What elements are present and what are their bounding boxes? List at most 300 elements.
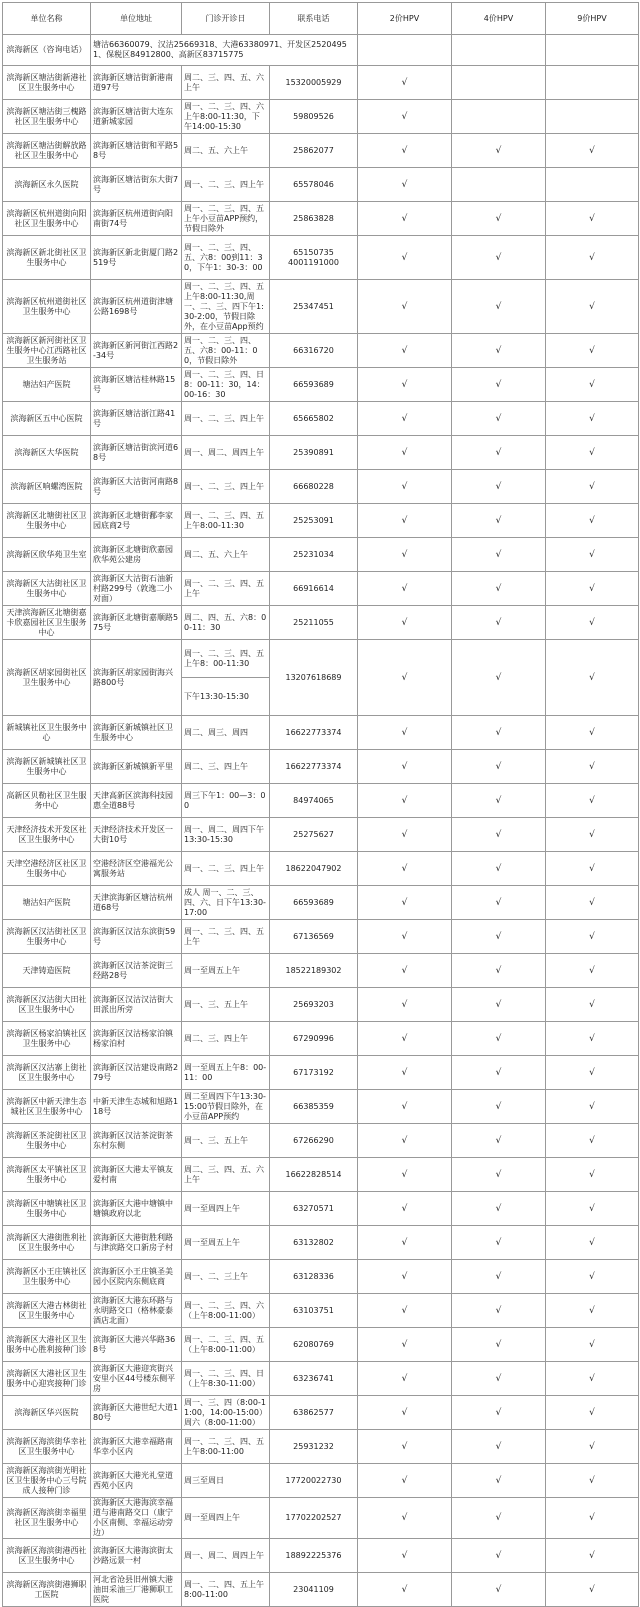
cell-v4-check: √ [452, 504, 546, 538]
cell-v2-check: √ [358, 716, 452, 750]
cell-v4-check: √ [452, 1158, 546, 1192]
cell-name: 滨海新区大港社区卫生服务中心胜利接种门诊 [3, 1328, 91, 1362]
cell-phone: 66680228 [270, 470, 358, 504]
cell-phone: 66316720 [270, 334, 358, 368]
cell-v2-check: √ [358, 1396, 452, 1430]
cell-v9-check: √ [546, 368, 639, 402]
cell-v4-check: √ [452, 334, 546, 368]
cell-v2-check: √ [358, 988, 452, 1022]
cell-v4-check: √ [452, 784, 546, 818]
cell-phone: 16622773374 [270, 716, 358, 750]
header-hpv4: 4价HPV [452, 3, 546, 35]
cell-address: 滨海新区新城镇社区卫生服务中心 [91, 716, 182, 750]
header-hpv2: 2价HPV [358, 3, 452, 35]
cell-v9-check: √ [546, 1573, 639, 1607]
cell-v4-check: √ [452, 1430, 546, 1464]
cell-v9-check: √ [546, 572, 639, 606]
table-row [3, 1022, 639, 1056]
table-row [3, 1464, 639, 1498]
cell-name: 滨海新区大港古林街社区卫生服务中心 [3, 1294, 91, 1328]
cell-name: 滨海新区茶淀街社区卫生服务中心 [3, 1124, 91, 1158]
cell-name: 天津经济技术开发区社区卫生服务中心 [3, 818, 91, 852]
cell-phone: 65578046 [270, 168, 358, 202]
cell-address: 滨海新区大港海滨幸福道与港南路交口（康宁小区南侧、幸福运动旁边） [91, 1498, 182, 1539]
cell-v4-check: √ [452, 606, 546, 640]
cell-v2-check: √ [358, 1192, 452, 1226]
cell-name: 滨海新区杨家泊镇社区卫生服务中心 [3, 1022, 91, 1056]
cell-address: 滨海新区大港兴华路368号 [91, 1328, 182, 1362]
cell-days: 周一、周二、周四上午 [182, 1539, 270, 1573]
cell-v9-check: √ [546, 1158, 639, 1192]
cell-v2-check: √ [358, 168, 452, 202]
cell-days: 周一、二、三、四上午 [182, 168, 270, 202]
cell-v4-check: √ [452, 368, 546, 402]
cell-v2-check: √ [358, 100, 452, 134]
cell-name: 新城镇社区卫生服务中心 [3, 716, 91, 750]
cell-address: 滨海新区塘沽街新港南道97号 [91, 66, 182, 100]
cell-v4-check: √ [452, 1573, 546, 1607]
cell-name: 滨海新区海滨街光明社区卫生服务中心三号院成人接种门诊 [3, 1464, 91, 1498]
cell-address: 滨海新区汉沽建设南路279号 [91, 1056, 182, 1090]
cell-name: 滨海新区北塘街社区卫生服务中心 [3, 504, 91, 538]
cell-phone: 25863828 [270, 202, 358, 236]
table-row [3, 640, 639, 678]
cell-days: 周一、二、三、四、五、六8：00到11：30，下午1：30-3：00 [182, 236, 270, 280]
cell-v2-check: √ [358, 1022, 452, 1056]
cell-v9-check: √ [546, 1260, 639, 1294]
cell-v9-check: √ [546, 1090, 639, 1124]
cell-v2-check: √ [358, 818, 452, 852]
cell-phone: 16622828514 [270, 1158, 358, 1192]
cell-name: 滨海新区（咨询电话） [3, 35, 91, 66]
cell-name: 高新区贝勒社区卫生服务中心 [3, 784, 91, 818]
cell-address: 滨海新区北塘街嘉顺路575号 [91, 606, 182, 640]
table-row [3, 1328, 639, 1362]
cell-address: 滨海新区大港海滨街太沙路远景一村 [91, 1539, 182, 1573]
table-row [3, 1294, 639, 1328]
table-row [3, 1539, 639, 1573]
cell-days: 周一、周二、周四上午 [182, 436, 270, 470]
cell-v9-check: √ [546, 886, 639, 920]
cell-days: 周一、二、三、四、六上午8:00-11:30，下午14:00-15:30 [182, 100, 270, 134]
cell-phone: 66593689 [270, 368, 358, 402]
cell-v9-check: √ [546, 954, 639, 988]
cell-v2-check: √ [358, 236, 452, 280]
cell-address: 滨海新区大沽街石油新村路299号（敦逸二小对面） [91, 572, 182, 606]
cell-v2-check: √ [358, 1328, 452, 1362]
cell-phone: 65665802 [270, 402, 358, 436]
cell-phone: 63862577 [270, 1396, 358, 1430]
cell-name: 滨海新区海滨街港狮职工医院 [3, 1573, 91, 1607]
cell-days: 周二、三、四、五、六上午 [182, 66, 270, 100]
cell-address: 滨海新区大港光礼堂道西苑小区内 [91, 1464, 182, 1498]
cell-days: 周一、三、五上午 [182, 988, 270, 1022]
cell-name: 塘沽妇产医院 [3, 886, 91, 920]
cell-days: 周一至周五上午 [182, 954, 270, 988]
cell-phone: 67266290 [270, 1124, 358, 1158]
cell-days: 周二至周四下午13:30-15:00节假日除外，在小豆苗APP预约 [182, 1090, 270, 1124]
cell-v2-check: √ [358, 66, 452, 100]
cell-phone: 17720022730 [270, 1464, 358, 1498]
cell-days: 周一、三、四（8:00-11:00，14:00-15:00）周六（8:00-11:00） [182, 1396, 270, 1430]
cell-v4-check: √ [452, 1226, 546, 1260]
cell-phone: 23041109 [270, 1573, 358, 1607]
cell-name: 滨海新区海滨街幸福里社区卫生服务中心 [3, 1498, 91, 1539]
cell-phone: 18522189302 [270, 954, 358, 988]
cell-v2-check: √ [358, 280, 452, 334]
cell-v2-check: √ [358, 1124, 452, 1158]
cell-name: 滨海新区塘沽街解放路社区卫生服务中心 [3, 134, 91, 168]
cell-v2-check: √ [358, 1430, 452, 1464]
cell-phone: 25347451 [270, 280, 358, 334]
cell-v2-check: √ [358, 920, 452, 954]
cell-address: 滨海新区大港中塘镇中塘镇政府以北 [91, 1192, 182, 1226]
table-row [3, 1573, 639, 1607]
cell-days: 周一、三、五上午 [182, 1124, 270, 1158]
cell-days: 周一、二、三、四、五上午8:00-11:00 [182, 1430, 270, 1464]
cell-v2-check: √ [358, 640, 452, 716]
table-row [3, 1226, 639, 1260]
cell-phone: 67173192 [270, 1056, 358, 1090]
table-row [3, 1124, 639, 1158]
cell-v2-check: √ [358, 1294, 452, 1328]
header-hpv9: 9价HPV [546, 3, 639, 35]
cell-name: 天津滨海新区北塘街嘉卡欣嘉园社区卫生服务中心 [3, 606, 91, 640]
cell-address: 天津高新区滨海科技园惠全道88号 [91, 784, 182, 818]
cell-address: 天津经济技术开发区一大街10号 [91, 818, 182, 852]
cell-v4-check [452, 100, 546, 134]
table-row [3, 66, 639, 100]
cell-days: 周一、二、三、四、五（上午8:00-11:00） [182, 1328, 270, 1362]
cell-days: 周一、二、四、五上午8:00-11:00 [182, 1573, 270, 1607]
cell-days: 周二、四、五、六8：00-11：30 [182, 606, 270, 640]
table-row [3, 716, 639, 750]
table-row [3, 538, 639, 572]
cell-address: 滨海新区大沽街河南路8号 [91, 470, 182, 504]
cell-v2-check: √ [358, 1260, 452, 1294]
cell-v9-check: √ [546, 818, 639, 852]
cell-days: 周一、二、三、四上午 [182, 402, 270, 436]
table-row [3, 818, 639, 852]
cell-name: 滨海新区华兴医院 [3, 1396, 91, 1430]
cell-days: 周一、二、三、四、五上午小豆苗APP预约，节假日除外 [182, 202, 270, 236]
cell-days: 周一、二、三、四上午 [182, 470, 270, 504]
cell-address: 滨海新区塘沽浙江路41号 [91, 402, 182, 436]
cell-phone: 25275627 [270, 818, 358, 852]
cell-address: 滨海新区塘沽街大连东道新城家园 [91, 100, 182, 134]
cell-phone: 66593689 [270, 886, 358, 920]
cell-v4-check: √ [452, 640, 546, 716]
cell-days: 周一、周二、周四下午13:30-15:30 [182, 818, 270, 852]
cell-name: 塘沽妇产医院 [3, 368, 91, 402]
cell-days: 周一、二、三、四、五上午 [182, 572, 270, 606]
cell-v2-check: √ [358, 784, 452, 818]
cell-v9-check [546, 100, 639, 134]
cell-v2-check: √ [358, 852, 452, 886]
cell-days: 周二、三、四、五、六上午 [182, 1158, 270, 1192]
table-row [3, 1056, 639, 1090]
cell-address: 滨海新区大港幸福路南华幸小区内 [91, 1430, 182, 1464]
cell-phone: 67136569 [270, 920, 358, 954]
cell-v2-check: √ [358, 202, 452, 236]
cell-phone: 18622047902 [270, 852, 358, 886]
table-row [3, 504, 639, 538]
table-row [3, 470, 639, 504]
cell-v9-check: √ [546, 1362, 639, 1396]
cell-phone: 63132802 [270, 1226, 358, 1260]
cell-v4-check: √ [452, 920, 546, 954]
table-row [3, 886, 639, 920]
cell-phone: 62080769 [270, 1328, 358, 1362]
cell-v9-check [546, 66, 639, 100]
cell-v4-check: √ [452, 1090, 546, 1124]
cell-name: 滨海新区大华医院 [3, 436, 91, 470]
table-row [3, 402, 639, 436]
table-body [3, 35, 639, 1607]
cell-name: 滨海新区大港社区卫生服务中心迎宾接种门诊 [3, 1362, 91, 1396]
cell-v2-check: √ [358, 368, 452, 402]
cell-v9-check: √ [546, 436, 639, 470]
cell-v4-check: √ [452, 202, 546, 236]
cell-v2-check: √ [358, 470, 452, 504]
table-row [3, 606, 639, 640]
cell-v4-check: √ [452, 988, 546, 1022]
header-days: 门诊开诊日 [182, 3, 270, 35]
cell-address: 河北省沧县旧州镇大港油田采油三厂港狮职工医院 [91, 1573, 182, 1607]
table-row [3, 280, 639, 334]
cell-name: 滨海新区汉沽寨上街社区卫生服务中心 [3, 1056, 91, 1090]
hpv-clinic-table-sheet [2, 2, 638, 1607]
cell-v9-check: √ [546, 640, 639, 716]
cell-name: 滨海新区响螺湾医院 [3, 470, 91, 504]
header-name: 单位名称 [3, 3, 91, 35]
table-row [3, 1260, 639, 1294]
cell-name: 滨海新区杭州道街社区卫生服务中心 [3, 280, 91, 334]
cell-phone: 25211055 [270, 606, 358, 640]
cell-v9-check: √ [546, 334, 639, 368]
cell-days: 周三至周日 [182, 1464, 270, 1498]
cell-address: 滨海新区北塘街欣嘉园欣华苑公建房 [91, 538, 182, 572]
cell-address: 中新天津生态城和旭路118号 [91, 1090, 182, 1124]
cell-days: 周一、二、三、四、五上午8:00-11:30 [182, 504, 270, 538]
cell-v2-check: √ [358, 750, 452, 784]
cell-days: 周二、五、六上午 [182, 538, 270, 572]
cell-name: 滨海新区新城镇社区卫生服务中心 [3, 750, 91, 784]
cell-v4-check: √ [452, 1539, 546, 1573]
cell-name: 滨海新区新北街社区卫生服务中心 [3, 236, 91, 280]
cell-phone: 25693203 [270, 988, 358, 1022]
cell-v4-check: √ [452, 1464, 546, 1498]
cell-v4-check: √ [452, 436, 546, 470]
cell-name: 天津空港经济区社区卫生服务中心 [3, 852, 91, 886]
cell-v9-check: √ [546, 1396, 639, 1430]
cell-phone: 15320005929 [270, 66, 358, 100]
cell-v4-check: √ [452, 572, 546, 606]
cell-v9-check: √ [546, 1430, 639, 1464]
cell-v2-check: √ [358, 886, 452, 920]
table-row [3, 1430, 639, 1464]
cell-days: 周一、二、三、四、五上午8：00-11:30 [182, 640, 270, 678]
cell-v9-check: √ [546, 1498, 639, 1539]
cell-v2-check: √ [358, 1056, 452, 1090]
cell-v9-check: √ [546, 606, 639, 640]
cell-v2-check: √ [358, 1362, 452, 1396]
cell-address: 空港经济区空港福光公寓服务站 [91, 852, 182, 886]
table-row-consult [3, 35, 639, 66]
cell-phone: 67290996 [270, 1022, 358, 1056]
cell-address: 滨海新区汉沽茶淀街三经路28号 [91, 954, 182, 988]
cell-v2-check: √ [358, 1158, 452, 1192]
hpv-clinic-table [2, 2, 639, 1607]
cell-v4-check: √ [452, 886, 546, 920]
cell-v9-check: √ [546, 1328, 639, 1362]
cell-consult-phones: 塘沽66360079、汉沽25669318、大港63380971、开发区25204951、保税区84912800、高新区83715775 [91, 35, 358, 66]
cell-v4-check [452, 168, 546, 202]
cell-phone: 63103751 [270, 1294, 358, 1328]
cell-name: 滨海新区杭州道街向阳社区卫生服务中心 [3, 202, 91, 236]
cell-v4-check: √ [452, 750, 546, 784]
cell-address: 滨海新区塘沽街东大街7号 [91, 168, 182, 202]
cell-v4-check: √ [452, 134, 546, 168]
cell-v2-check: √ [358, 606, 452, 640]
table-row [3, 368, 639, 402]
cell-days: 成人 周一、二、三、四、六、日下午13:30-17:00 [182, 886, 270, 920]
cell-v9-check: √ [546, 852, 639, 886]
table-row [3, 784, 639, 818]
cell-v9-check: √ [546, 470, 639, 504]
cell-v4-check: √ [452, 954, 546, 988]
cell-name: 滨海新区大沽街社区卫生服务中心 [3, 572, 91, 606]
cell-v9-check: √ [546, 1022, 639, 1056]
cell-address: 滨海新区塘沽街滨河道68号 [91, 436, 182, 470]
table-row [3, 954, 639, 988]
cell-empty [546, 35, 639, 66]
cell-phone: 25390891 [270, 436, 358, 470]
cell-v2-check: √ [358, 572, 452, 606]
cell-v4-check: √ [452, 470, 546, 504]
cell-v9-check: √ [546, 1539, 639, 1573]
cell-v4-check [452, 66, 546, 100]
cell-address: 滨海新区新北街厦门路2519号 [91, 236, 182, 280]
cell-name: 滨海新区新河街社区卫生服务中心江西路社区卫生服务站 [3, 334, 91, 368]
cell-v2-check: √ [358, 1090, 452, 1124]
cell-days: 周二、三、四上午 [182, 1022, 270, 1056]
cell-empty [358, 35, 452, 66]
cell-v9-check: √ [546, 1294, 639, 1328]
cell-address: 滨海新区北塘街鄱李家园底商2号 [91, 504, 182, 538]
cell-v4-check: √ [452, 1022, 546, 1056]
table-row [3, 1158, 639, 1192]
cell-v9-check [546, 168, 639, 202]
cell-v2-check: √ [358, 134, 452, 168]
cell-v9-check: √ [546, 280, 639, 334]
cell-address: 滨海新区大港世纪大道180号 [91, 1396, 182, 1430]
cell-days: 周一至周四上午 [182, 1498, 270, 1539]
table-row [3, 1192, 639, 1226]
cell-phone: 84974065 [270, 784, 358, 818]
cell-v4-check: √ [452, 1260, 546, 1294]
cell-days: 周一、二、三、四、五上午8:00-11:30,周一、二、三、四下午1:30-2:00，节假日除外，在小豆苗App预约 [182, 280, 270, 334]
cell-v4-check: √ [452, 236, 546, 280]
cell-name: 滨海新区海滨街华幸社区卫生服务中心 [3, 1430, 91, 1464]
cell-v2-check: √ [358, 1498, 452, 1539]
cell-address: 滨海新区汉沽东滨街59号 [91, 920, 182, 954]
cell-v4-check: √ [452, 1328, 546, 1362]
cell-days: 周一至周五上午8：00-11：00 [182, 1056, 270, 1090]
cell-address: 滨海新区大港太平镇友爱村南 [91, 1158, 182, 1192]
cell-days: 周一、二、三、四、五上午 [182, 920, 270, 954]
cell-v4-check: √ [452, 1362, 546, 1396]
cell-v4-check: √ [452, 1294, 546, 1328]
cell-v4-check: √ [452, 1124, 546, 1158]
cell-name: 滨海新区汉沽街社区卫生服务中心 [3, 920, 91, 954]
table-row [3, 436, 639, 470]
cell-v4-check: √ [452, 402, 546, 436]
table-row [3, 202, 639, 236]
cell-address: 滨海新区小王庄镇圣美园小区院内东侧底商 [91, 1260, 182, 1294]
cell-phone: 25253091 [270, 504, 358, 538]
table-row [3, 168, 639, 202]
cell-name: 滨海新区塘沽街新港社区卫生服务中心 [3, 66, 91, 100]
cell-name: 滨海新区中新天津生态城社区卫生服务中心 [3, 1090, 91, 1124]
cell-days: 周一至周四上午 [182, 1192, 270, 1226]
cell-phone: 66385359 [270, 1090, 358, 1124]
cell-v2-check: √ [358, 1226, 452, 1260]
cell-v4-check: √ [452, 716, 546, 750]
cell-v9-check: √ [546, 1464, 639, 1498]
header-row [3, 3, 639, 35]
cell-address: 天津滨海新区塘沽杭州道68号 [91, 886, 182, 920]
cell-address: 滨海新区汉沽茶淀街茶东村东侧 [91, 1124, 182, 1158]
cell-phone: 59809526 [270, 100, 358, 134]
cell-v4-check: √ [452, 538, 546, 572]
cell-v9-check: √ [546, 750, 639, 784]
cell-v9-check: √ [546, 1056, 639, 1090]
cell-name: 滨海新区汉沽街大田社区卫生服务中心 [3, 988, 91, 1022]
cell-days: 周一、二、三、四、日（上午8:30-11:00） [182, 1362, 270, 1396]
cell-address: 滨海新区新河街江西路2-34号 [91, 334, 182, 368]
cell-name: 滨海新区塘沽街三槐路社区卫生服务中心 [3, 100, 91, 134]
cell-days: 周三下午1：00—3：00 [182, 784, 270, 818]
cell-phone: 25931232 [270, 1430, 358, 1464]
cell-name: 滨海新区欣华苑卫生室 [3, 538, 91, 572]
cell-phone: 66916614 [270, 572, 358, 606]
cell-name: 滨海新区大港街胜利社区卫生服务中心 [3, 1226, 91, 1260]
cell-address: 滨海新区大港街胜利路与津滨路交口新房子村 [91, 1226, 182, 1260]
table-row [3, 100, 639, 134]
cell-phone: 17702202527 [270, 1498, 358, 1539]
table-row [3, 1090, 639, 1124]
cell-days: 周一至周五上午 [182, 1226, 270, 1260]
cell-days-afternoon: 下午13:30-15:30 [182, 678, 270, 716]
table-row [3, 1396, 639, 1430]
cell-name: 滨海新区太平镇社区卫生服务中心 [3, 1158, 91, 1192]
cell-v4-check: √ [452, 1192, 546, 1226]
cell-phone: 63270571 [270, 1192, 358, 1226]
cell-phone: 25862077 [270, 134, 358, 168]
cell-v2-check: √ [358, 436, 452, 470]
cell-v9-check: √ [546, 236, 639, 280]
cell-v4-check: √ [452, 1056, 546, 1090]
cell-v2-check: √ [358, 334, 452, 368]
cell-address: 滨海新区大港东环路与永明路交口（格林豪泰酒店北面） [91, 1294, 182, 1328]
cell-v9-check: √ [546, 1124, 639, 1158]
cell-v2-check: √ [358, 1539, 452, 1573]
cell-name: 滨海新区五中心医院 [3, 402, 91, 436]
cell-address: 滨海新区胡家园街海兴路800号 [91, 640, 182, 716]
cell-address: 滨海新区塘沽街和平路58号 [91, 134, 182, 168]
table-row [3, 920, 639, 954]
